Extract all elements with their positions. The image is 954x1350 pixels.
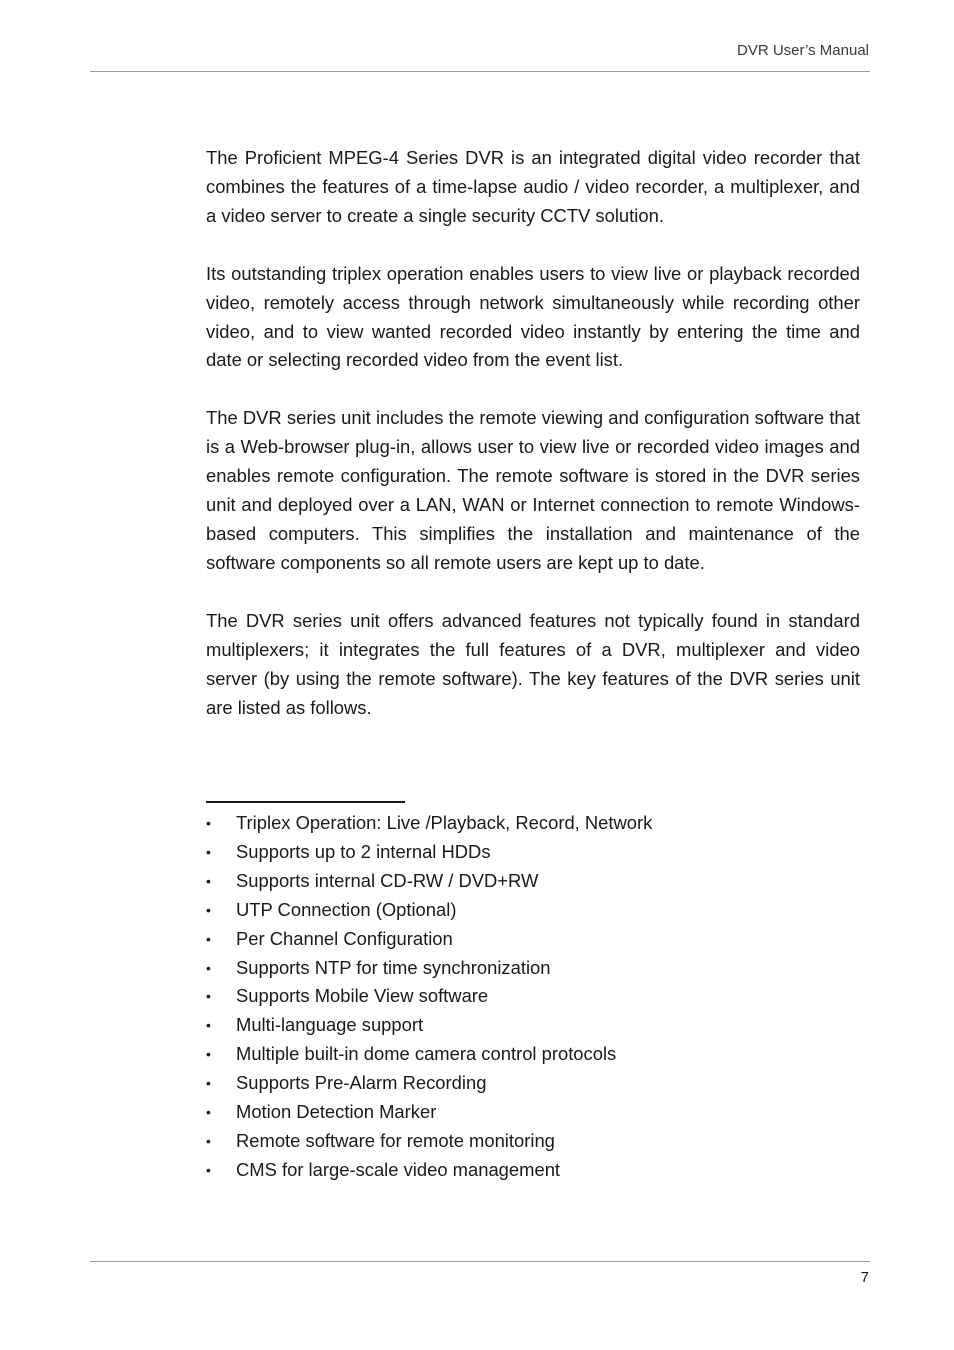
list-item — [206, 1098, 652, 1127]
bullet-icon: • — [206, 959, 211, 976]
feature-text: Remote software for remote monitoring — [236, 1129, 555, 1151]
bullet-icon: • — [206, 930, 211, 947]
bullet-icon: • — [206, 901, 211, 918]
feature-list — [206, 809, 652, 1185]
bullet-icon: • — [206, 1104, 211, 1121]
list-item — [206, 1040, 652, 1069]
bullet-icon: • — [206, 988, 211, 1005]
page-number: 7 — [860, 1269, 869, 1286]
list-item — [206, 809, 652, 838]
feature-text: Multiple built-in dome camera control protocols — [236, 1043, 617, 1065]
bullet-icon: • — [206, 1132, 211, 1149]
feature-text: Motion Detection Marker — [236, 1101, 437, 1123]
feature-text: Triplex Operation: Live /Playback, Record, Network — [236, 812, 653, 833]
header-divider — [90, 71, 870, 72]
bullet-icon: • — [206, 1075, 211, 1092]
list-item — [206, 1011, 652, 1040]
bullet-icon: • — [206, 1046, 211, 1063]
list-item — [206, 1069, 652, 1098]
bullet-icon: • — [206, 815, 211, 831]
paragraph-triplex: Its outstanding triplex operation enables users to view live or playback recorded video, remotely access through network simultaneously while recording other video, and to view wanted recorded video instantly by entering the time and date or selecting recorded video from the event list. — [206, 262, 860, 371]
bullet-icon: • — [206, 1161, 211, 1178]
list-item — [206, 954, 652, 983]
feature-text: Multi-language support — [236, 1014, 424, 1036]
list-item — [206, 982, 652, 1011]
feature-text: CMS for large-scale video management — [236, 1158, 561, 1180]
features-heading-rule — [206, 801, 405, 803]
footer-divider — [90, 1261, 870, 1262]
bullet-icon: • — [206, 872, 211, 889]
list-item — [206, 1127, 652, 1156]
feature-text: Per Channel Configuration — [236, 927, 453, 949]
feature-text: UTP Connection (Optional) — [236, 898, 457, 920]
list-item — [206, 838, 652, 867]
paragraph-intro: The Proficient MPEG-4 Series DVR is an integrated digital video recorder that combines the features of a time-lapse audio / video recorder, a multiplexer, and a video server to create a single security CCTV solution. — [206, 147, 860, 226]
list-item — [206, 896, 652, 925]
paragraph-advanced-features: The DVR series unit offers advanced features not typically found in standard multiplexers; it integrates the full features of a DVR, multiplexer and video server (by using the remote software). The key features of the DVR series unit are listed as follows. — [206, 609, 860, 718]
feature-text: Supports internal CD-RW / DVD+RW — [236, 869, 539, 891]
bullet-icon: • — [206, 1017, 211, 1034]
list-item — [206, 925, 652, 954]
list-item — [206, 1156, 652, 1185]
feature-text: Supports Pre-Alarm Recording — [236, 1072, 487, 1094]
feature-text: Supports Mobile View software — [236, 985, 489, 1007]
body-text — [206, 144, 860, 751]
bullet-icon: • — [206, 843, 211, 860]
paragraph-remote-software: The DVR series unit includes the remote viewing and configuration software that is a Web-browser plug-in, allows user to view live or recorded video images and enables remote configuration. The remote software is stored in the DVR series unit and deployed over a LAN, WAN or Internet connection to remote Windows-based computers. This simplifies the installation and maintenance of the software components so all remote users are kept up to date. — [206, 407, 860, 573]
list-item — [206, 867, 652, 896]
feature-text: Supports NTP for time synchronization — [236, 956, 551, 978]
feature-text: Supports up to 2 internal HDDs — [236, 840, 491, 862]
header-title: DVR User’s Manual — [737, 42, 869, 59]
